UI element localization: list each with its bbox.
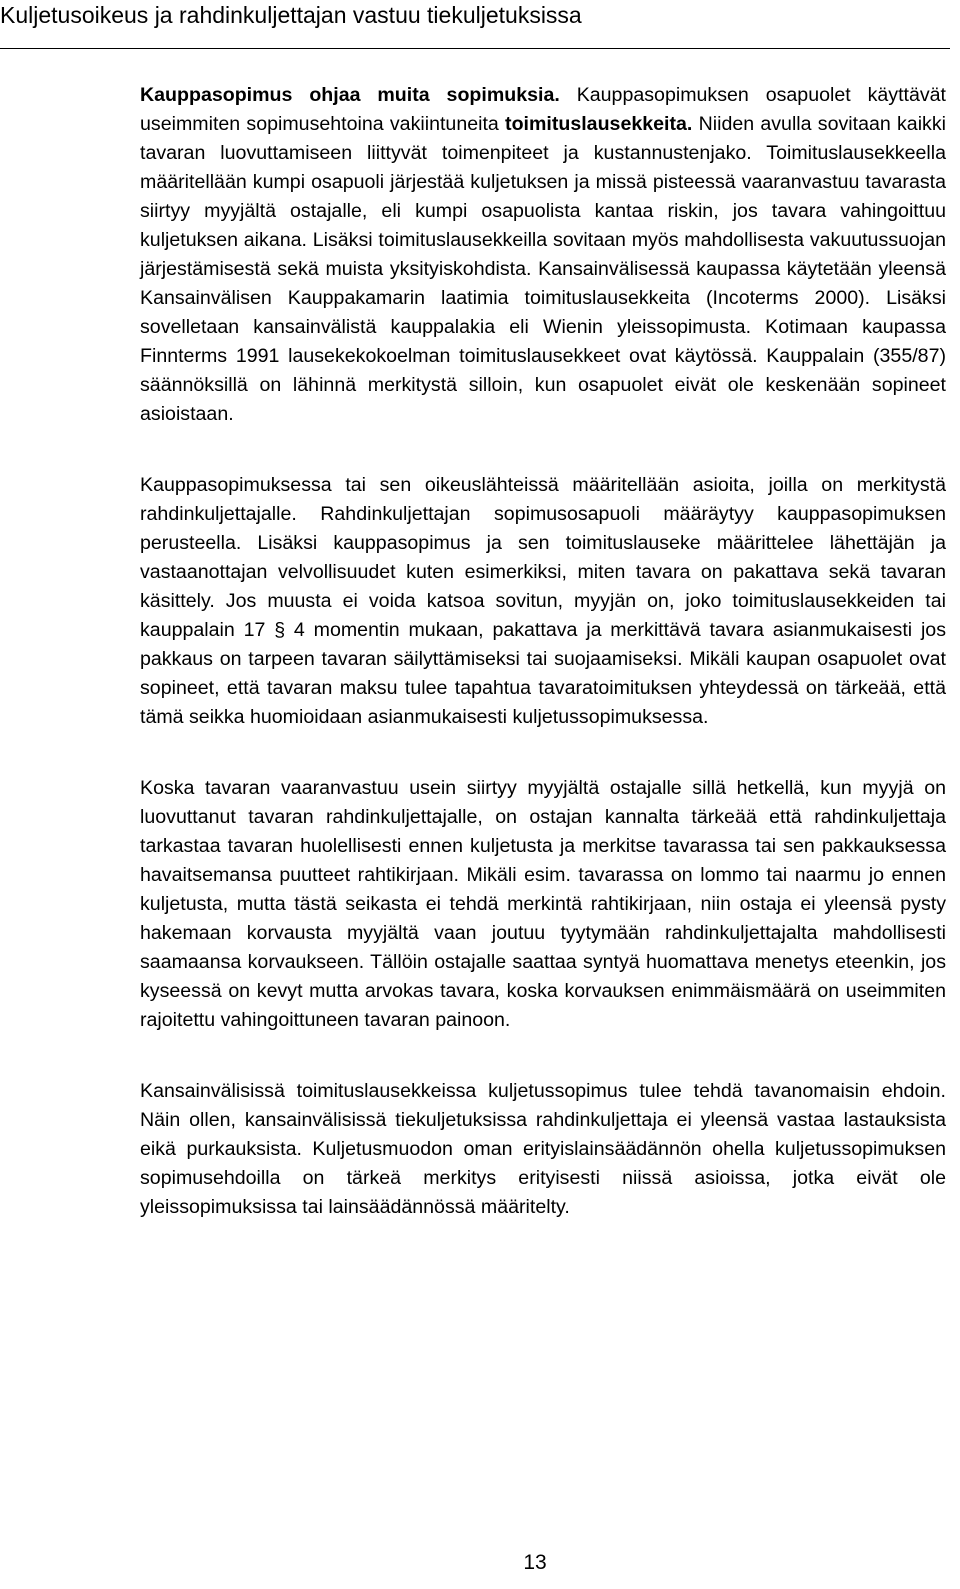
bold-lead-sentence: Kauppasopimus ohjaa muita sopimuksia.: [140, 84, 560, 106]
body-text: [140, 81, 946, 1264]
paragraph-text: Koska tavaran vaaranvastuu usein siirtyy myyjältä ostajalle sillä hetkellä, kun myyjä on luovuttanut tavaran rahdinkuljettajalle, on ostajan kannalta tärkeää että rahdinkuljettaja tarkastaa tavaran huolellisesti ennen kuljetusta ja merkitse tavarassa tai sen pakkauksessa havaitsemansa puutteet rahtikirjaan. Mikäli esim. tavarassa on lommo tai naarmu jo ennen kuljetusta, mutta tästä seikasta ei tehdä merkintä rahtikirjaan, niin ostaja ei yleensä pysty hakemaan korvausta myyjältä vaan joutuu tyytymään rahdinkuljettajalta mahdollisesti saamaansa korvaukseen. Tällöin ostajalle saattaa syntyä huomattava menetys eteenkin, jos kyseessä on kevyt mutta arvokas tavara, koska korvauksen enimmäismäärä on useimmiten rajoitettu vahingoittuneen tavaran painoon.: [140, 777, 946, 1031]
paragraph: [140, 471, 946, 732]
running-header: Kuljetusoikeus ja rahdinkuljettajan vastuu tiekuljetuksissa: [0, 2, 582, 28]
paragraph-text: Kauppasopimuksen osapuolet käyttävät useimmiten sopimusehtoina vakiintuneita: [140, 84, 946, 135]
paragraph-text: Kauppasopimuksessa tai sen oikeuslähteissä määritellään asioita, joilla on merkitystä rahdinkuljettajalle. Rahdinkuljettajan sopimusosapuoli määräytyy kauppasopimuksen perusteella. Lisäksi kauppasopimus ja sen toimituslauseke määrittelee lähettäjän ja vastaanottajan velvollisuudet kuten esimerkiksi, miten tavara on pakattava sekä tavaran käsittely. Jos muusta ei voida katsoa sovitun, myyjän on, joko toimituslausekkeiden tai kauppalain 17 § 4 momentin mukaan, pakattava ja merkittävä tavara asianmukaisesti jos pakkaus on tarpeen tavaran säilyttämiseksi tai suojaamiseksi. Mikäli kaupan osapuolet ovat sopineet, että tavaran maksu tulee tapahtua tavaratoimituksen yhteydessä on tärkeää, että tämä seikka huomioidaan asianmukaisesti kuljetussopimuksessa.: [140, 474, 946, 728]
paragraph: [140, 774, 946, 1035]
paragraph-text: Niiden avulla sovitaan kaikki tavaran luovuttamiseen liittyvät toimenpiteet ja kustannustenjako. Toimituslausekkeella määritellään kumpi osapuoli järjestää kuljetuksen ja missä pisteessä vaaranvastuu tavarasta siirtyy myyjältä ostajalle, eli kumpi osapuolista kantaa riskin, jos tavara vahingoittuu kuljetuksen aikana. Lisäksi toimituslausekkeilla sovitaan myös mahdollisesta vakuutussuojan järjestämisestä sekä muista yksityiskohdista. Kansainvälisessä kaupassa käytetään yleensä Kansainvälisen Kauppakamarin laatimia toimituslausekkeita (Incoterms 2000). Lisäksi sovelletaan kansainvälistä kauppalakia eli Wienin yleissopimusta. Kotimaan kaupassa Finnterms 1991 lausekekokoelman toimituslausekkeet ovat käytössä. Kauppalain (355/87) säännöksillä on lähinnä merkitystä silloin, kun osapuolet eivät ole keskenään sopineet asioistaan.: [140, 113, 946, 425]
page-number: 13: [523, 1551, 547, 1574]
paragraph-text: Kansainvälisissä toimituslausekkeissa kuljetussopimus tulee tehdä tavanomaisin ehdoin. Näin ollen, kansainvälisissä tiekuljetuksissa rahdinkuljettaja ei yleensä vastaa lastauksista eikä purkauksista. Kuljetusmuodon oman erityislainsäädännön ohella kuljetussopimuksen sopimusehdoilla on tärkeä merkitys erityisesti niissä asioissa, jotka eivät ole yleissopimuksissa tai lainsäädännössä määritelty.: [140, 1080, 946, 1218]
bold-term: toimituslausekkeita.: [505, 113, 693, 135]
paragraph: [140, 81, 946, 429]
header-rule: [0, 48, 950, 49]
paragraph: [140, 1077, 946, 1222]
